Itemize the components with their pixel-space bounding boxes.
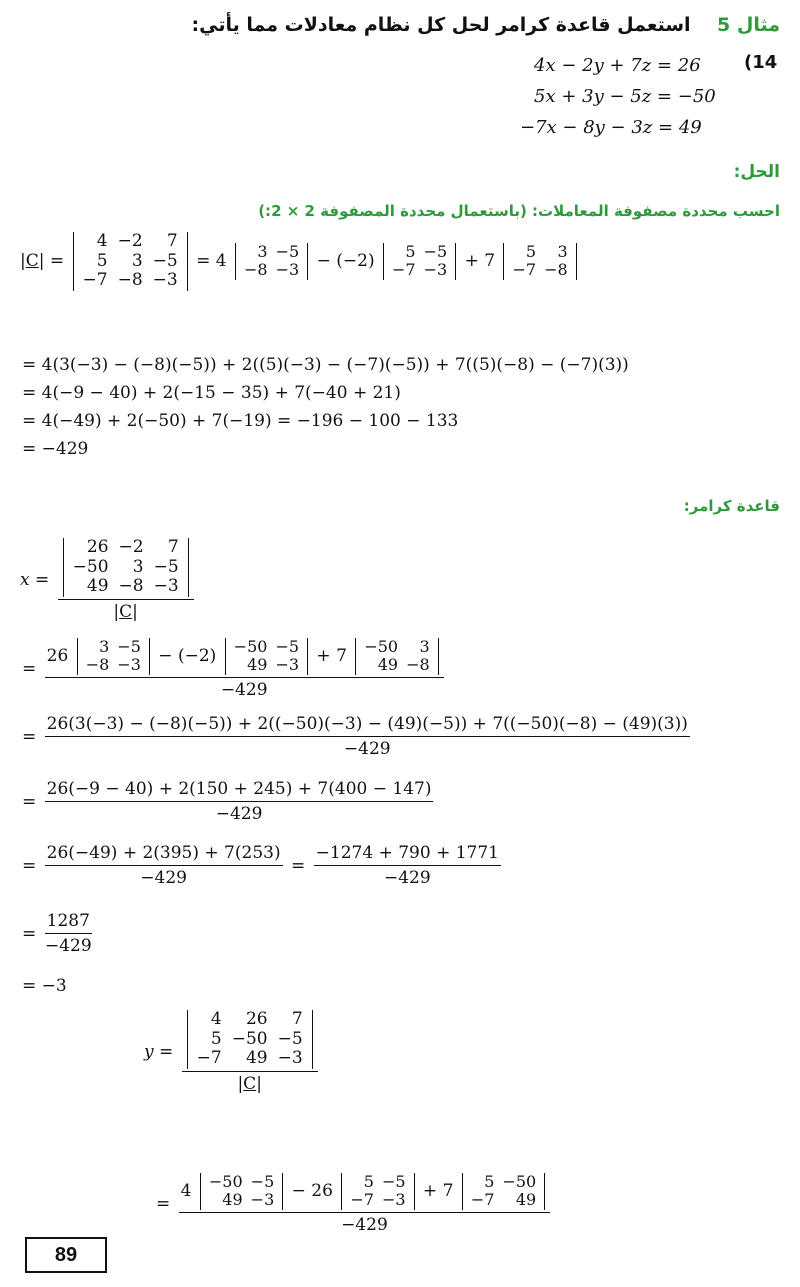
minor-1: 3 −5 −8 −3	[235, 243, 308, 280]
x-line-4: = $\frac{26(-9 - 40) + 2(150 + 245) + 7(400 - 147)}{-429}$	[22, 779, 432, 824]
det-step-2: = 4(−9 − 40) + 2(−15 − 35) + 7(−40 + 21)	[22, 383, 401, 403]
det-c-steps	[22, 351, 629, 463]
coefficient-matrix: 4 −2 7 5 3 −5 −7 −8 −3	[73, 232, 188, 291]
equation-2: 5x + 3y − 5z = −50	[534, 86, 716, 107]
det-step-4: = −429	[22, 439, 89, 459]
example-label: مثال 5	[717, 14, 780, 36]
det-step-3: = 4(−49) + 2(−50) + 7(−19) = −196 − 100 − 133	[22, 411, 459, 431]
equation-system	[486, 50, 716, 143]
x-line-2: = 26 3 −5 −8 −3 − (−2) −50 −5 49 −3 + 7 −50 3 49 −8 −429	[22, 638, 447, 700]
x-fraction: x = 26 −2 7 −50 3 −5 49 −8 −3 |C|	[20, 538, 197, 622]
x-line-3: = 26(3(−3) − (−8)(−5)) + 2((−50)(−3) − (49)(−5)) + 7((−50)(−8) − (49)(3)) −429	[22, 714, 688, 759]
equation-3: −7x − 8y − 3z = 49	[520, 117, 702, 138]
solution-label: الحل:	[733, 162, 780, 182]
page-number: 89	[25, 1237, 107, 1273]
y-line-2: = 4 −50 −5 49 −3 − 26 5 −5 −7 −3 + 7 5 −50 −7 49 −429	[156, 1173, 553, 1235]
determinant-heading: احسب محددة مصفوفة المعاملات: (باستعمال محددة المصفوفة 2 × 2:)	[258, 202, 780, 220]
x-numerator-matrix: 26 −2 7 −50 3 −5 49 −8 −3	[63, 538, 189, 597]
det-c-expansion: |C| = 4 −2 7 5 3 −5 −7 −8 −3 = 4 3 −5 −8 −3 − (−2) 5 −5 −7 −3 + 7 5 3 −7 −8	[20, 232, 580, 291]
problem-number: (14	[744, 52, 778, 73]
example-header	[192, 14, 780, 36]
y-numerator-matrix: 4 26 7 5 −50 −5 −7 49 −3	[187, 1010, 313, 1069]
minor-2: 5 −5 −7 −3	[383, 243, 456, 280]
y-fraction: y = 4 26 7 5 −50 −5 −7 49 −3 |C|	[144, 1010, 321, 1094]
x-line-6: = $\frac{1287}{-429}$	[22, 911, 92, 956]
equation-1: 4x − 2y + 7z = 26	[534, 55, 701, 76]
x-result: = −3	[22, 976, 67, 996]
instruction-text: استعمل قاعدة كرامر لحل كل نظام معادلات مما يأتي:	[191, 14, 691, 36]
det-step-1: = 4(3(−3) − (−8)(−5)) + 2((5)(−3) − (−7)(−5)) + 7((5)(−8) − (−7)(3))	[22, 355, 629, 375]
cramer-heading: قاعدة كرامر:	[683, 497, 780, 515]
x-line-5: = $\frac{26(-49) + 2(395) + 7(253)}{-429}$ = $\frac{-1274 + 790 + 1771}{-429}$	[22, 843, 499, 888]
minor-3: 5 3 −7 −8	[503, 243, 576, 280]
